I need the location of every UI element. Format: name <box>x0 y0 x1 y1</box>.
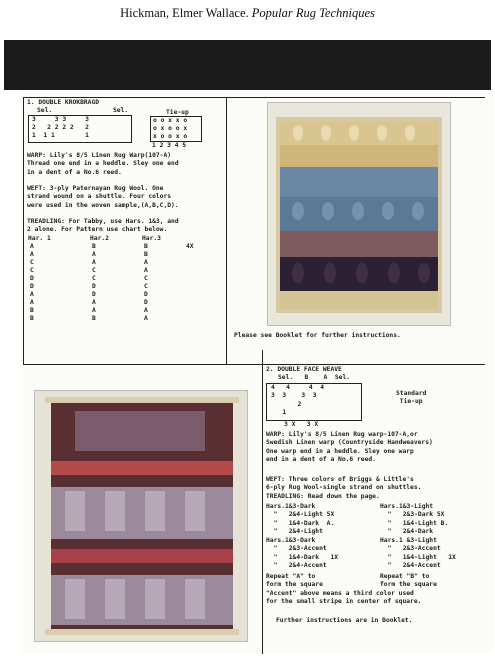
threading-row: 3 3 3 3 <box>271 392 317 399</box>
repeat-a-note: Repeat "A" to form the square <box>266 573 323 589</box>
double-face-threading-draft <box>266 383 362 421</box>
woven-sample-double-face-image <box>34 390 248 642</box>
threading-row: 3 3 3 3 <box>32 116 89 123</box>
block-b-accent: Hars.1 &3-Light " 2&3-Accent " 1&4-Light 1X " 2&4-Accent <box>380 537 456 570</box>
repeat-b-note: Repeat "B" to form the square <box>380 573 437 589</box>
block-a-dark-light: Hars.1&3-Dark " 2&4-Light 5X " 1&4-Dark A. " 2&4-Light <box>266 503 335 536</box>
threading-row: 1 <box>271 409 287 416</box>
treadling-cell: D <box>92 283 96 290</box>
treadling-cell: C <box>30 267 34 274</box>
book-title: Popular Rug Techniques <box>251 6 375 20</box>
treadling-cell: D <box>144 299 148 306</box>
treadling-cell: A <box>92 251 96 258</box>
treadling-cell: B <box>92 243 96 250</box>
section2-heading: 2. DOUBLE FACE WEAVE <box>266 366 342 373</box>
tieup-row: x o o x o <box>153 133 188 140</box>
sel-a-label: Sel. <box>37 107 53 114</box>
tieup-row: o o x x o <box>153 117 188 124</box>
treadling-cell: A <box>30 299 34 306</box>
treadling-cell: A <box>144 315 148 322</box>
see-booklet-note: Please see Booklet for further instructions. <box>234 332 401 339</box>
sel-b-label: Sel. <box>113 107 129 114</box>
black-band <box>4 40 491 90</box>
tieup-label: Tie-up <box>166 109 189 116</box>
treadling-cell: A <box>144 259 148 266</box>
treadling-cell: C <box>92 267 96 274</box>
treadling-cell: B <box>30 315 34 322</box>
left-rule <box>23 97 24 365</box>
top-rule <box>23 97 485 98</box>
col-header-har2: Har.2 <box>90 235 109 242</box>
section2-sel-labels: Sel. B A Sel. <box>278 374 351 381</box>
tieup-grid <box>150 116 202 142</box>
treadling-cell: A <box>30 291 34 298</box>
section1-heading: 1. DOUBLE KROKBRAGD <box>27 99 100 106</box>
accent-note: "Accent" above means a third color used for the small stripe in center of square. <box>266 590 422 606</box>
tieup-numbers: 1 2 3 4 5 <box>152 142 187 149</box>
block-a-accent: Hars.1&3-Dark " 2&3-Accent " 1&4-Dark 1X " 2&4-Accent <box>266 537 339 570</box>
treadling-cell: A <box>30 243 34 250</box>
treadling-cell: A <box>144 307 148 314</box>
treadling-text: TREADLING: For Tabby, use Hars. 1&3, and 2 alone. For Pattern use chart below. <box>27 218 179 234</box>
threading-row: 2 <box>271 401 302 408</box>
treadling-cell: D <box>92 291 96 298</box>
document-sheet <box>20 90 493 654</box>
treadling-cell: A <box>144 267 148 274</box>
treadling-cell: C <box>92 275 96 282</box>
treadling-cell: D <box>30 283 34 290</box>
treadling-cell: C <box>144 283 148 290</box>
middle-rule <box>23 364 485 365</box>
treadling-cell: A <box>92 299 96 306</box>
author: Hickman, Elmer Wallace. <box>120 6 249 20</box>
treadling-cell: D <box>30 275 34 282</box>
threading-counts: 3 X 3 X <box>284 421 319 428</box>
page-header <box>0 6 495 21</box>
treadling-cell: A <box>92 259 96 266</box>
col-header-har1: Har. 1 <box>28 235 51 242</box>
section2-warp-text: WARP: Lily's 8/5 Linen Rug warp-107-A,or Swedish Linen warp (Countryside Handweavers) One warp end in a heddle. Sley one warp end in a dent of a No.6 reed. <box>266 431 433 464</box>
woven-sample-krokbragd-image <box>267 102 451 326</box>
vertical-rule-lower <box>262 350 263 654</box>
threading-row: 1 1 1 1 <box>32 132 89 139</box>
threading-row: 2 2 2 2 2 2 <box>32 124 89 131</box>
threading-row: 4 4 4 4 <box>271 384 325 391</box>
col-header-har3: Har.3 <box>142 235 161 242</box>
treadling-cell: D <box>144 291 148 298</box>
treadling-cell: A <box>92 307 96 314</box>
standard-tieup-label: Standard Tie-up <box>396 390 427 406</box>
treadling-cell: B <box>144 243 148 250</box>
treadling-cell: B <box>30 307 34 314</box>
tieup-row: o x o o x <box>153 125 188 132</box>
treadling-cell: C <box>30 259 34 266</box>
weft-text: WEFT: 3-ply Paternayan Rug Wool. One strand wound on a shuttle. Four colors were used in the woven sample,(A,B,C,D). <box>27 185 179 209</box>
repeat-count: 4X <box>186 243 194 250</box>
threading-draft <box>28 115 132 143</box>
treadling-cell: B <box>144 251 148 258</box>
vertical-rule-upper <box>226 97 227 365</box>
treadling-cell: B <box>92 315 96 322</box>
treadling-cell: A <box>30 251 34 258</box>
warp-text: WARP: Lily's 8/5 Linen Rug Warp(107-A) Thread one end in a heddle. Sley one end in a dent of a No.6 reed. <box>27 152 179 176</box>
block-b-light-dark: Hars.1&3-Light " 2&3-Dark 5X " 1&4-Light B. " 2&4-Dark <box>380 503 449 536</box>
section2-weft-text: WEFT: Three colors of Briggs & Little's 6-ply Rug Wool-single strand on shuttles. TREADLING: Read down the page. <box>266 476 422 500</box>
further-instructions: Further instructions are in Booklet. <box>276 617 413 624</box>
treadling-cell: C <box>144 275 148 282</box>
